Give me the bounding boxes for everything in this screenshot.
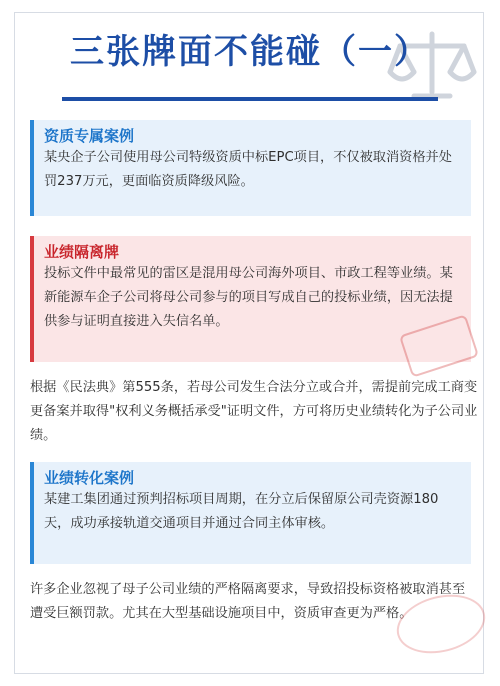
card-heading: 业绩转化案例 <box>44 469 135 487</box>
case-card-qualification <box>30 120 471 216</box>
card-accent-bar <box>30 236 34 362</box>
card-accent-bar <box>30 120 34 216</box>
card-heading: 业绩隔离牌 <box>44 243 120 261</box>
card-body: 某央企子公司使用母公司特级资质中标EPC项目，不仅被取消资格并处罚237万元，更面临资质降级风险。 <box>44 150 452 189</box>
case-card-performance-conversion <box>30 462 471 564</box>
page-title: 三张牌面不能碰（一） <box>70 32 430 72</box>
title-underline <box>62 97 438 101</box>
card-body: 投标文件中最常见的雷区是混用母公司海外项目、市政工程等业绩。某新能源车企子公司将母公司参与的项目写成自己的投标业绩，因无法提供参与证明直接进入失信名单。 <box>44 266 453 329</box>
card-body: 某建工集团通过预判招标项目周期，在分立后保留原公司壳资源180天，成功承接轨道交通项目并通过合同主体审核。 <box>44 492 439 531</box>
card-accent-bar <box>30 462 34 564</box>
summary-paragraph: 许多企业忽视了母子公司业绩的严格隔离要求，导致招投标资格被取消甚至遭受巨额罚款。尤其在大型基础设施项目中，资质审查更为严格。 <box>30 582 466 621</box>
card-heading: 资质专属案例 <box>44 127 135 145</box>
civil-code-paragraph: 根据《民法典》第555条，若母公司发生合法分立或合并，需提前完成工商变更备案并取得"权利义务概括承受"证明文件，方可将历史业绩转化为子公司业绩。 <box>30 380 478 443</box>
